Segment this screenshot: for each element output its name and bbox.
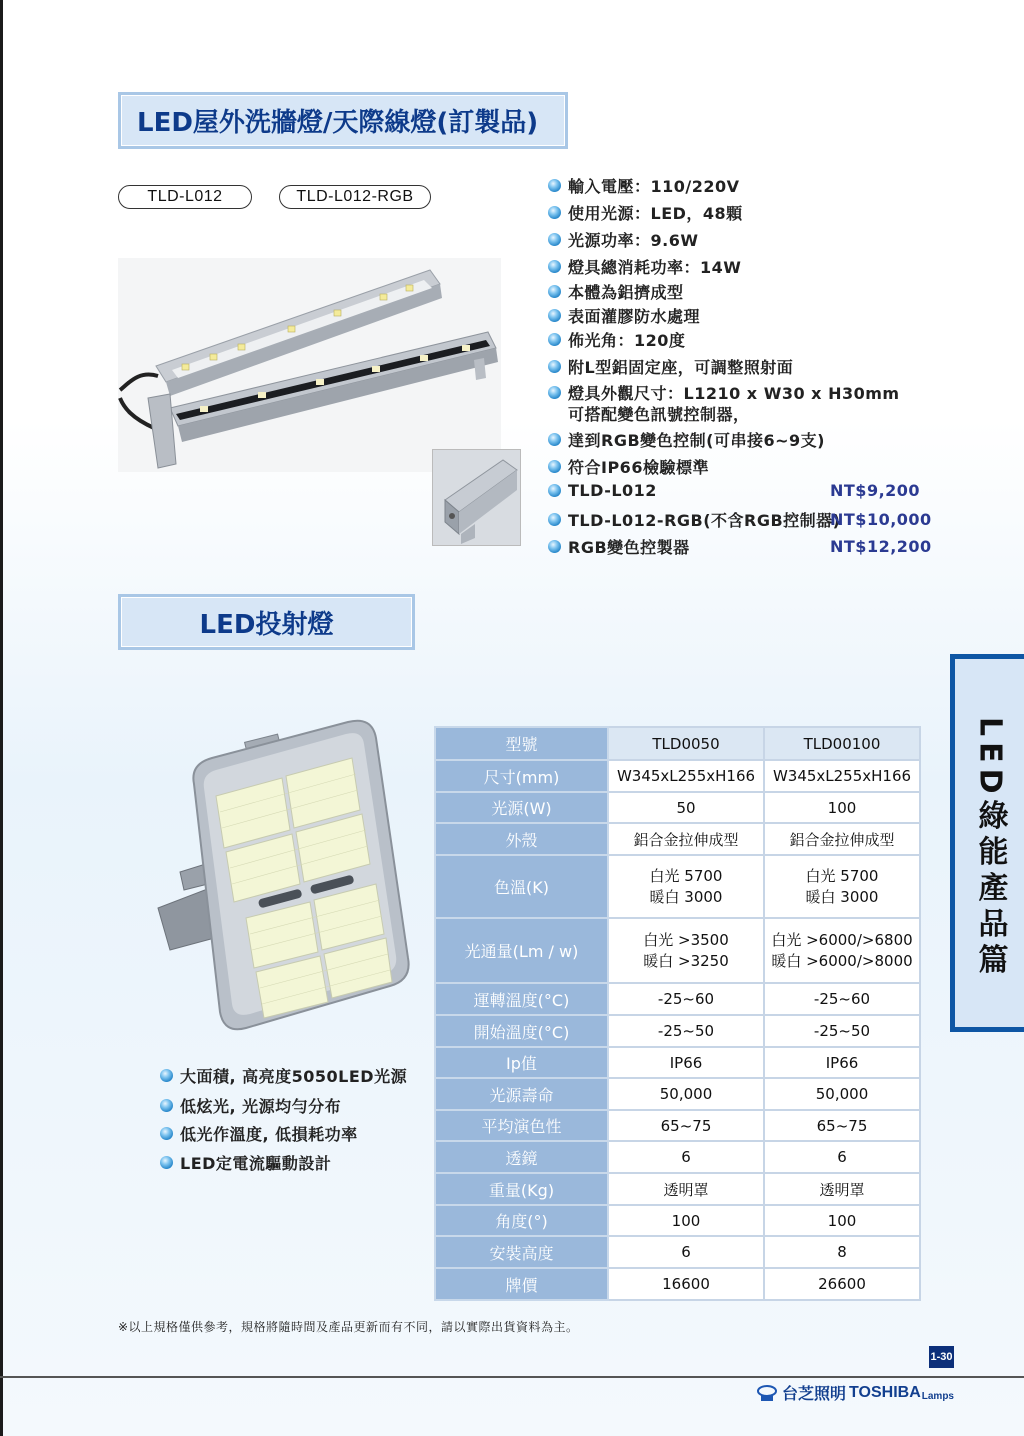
row-value: 26600 (764, 1268, 920, 1300)
feature-text: 表面灌膠防水處理 (568, 307, 701, 326)
feature-text: 佈光角：120度 (568, 331, 686, 350)
row-label: 光源壽命 (435, 1078, 608, 1110)
row-value: -25~60 (608, 983, 764, 1015)
row-label: 尺寸(mm) (435, 760, 608, 792)
feature-item (548, 328, 685, 351)
row-value: -25~50 (608, 1015, 764, 1047)
model-label-tld-l012: TLD-L012 (118, 185, 252, 209)
row-value: 100 (764, 792, 920, 823)
price-item-name: RGB變色控製器 (568, 538, 690, 557)
price-item-name: TLD-L012-RGB(不含RGB控制器) (568, 511, 841, 530)
feature-text: 輸入電壓：110/220V (568, 177, 740, 196)
row-value: 6 (608, 1236, 764, 1268)
table-row (435, 792, 920, 823)
row-label: 光源(W) (435, 792, 608, 823)
page-number: 1-30 (929, 1346, 954, 1368)
table-row (435, 983, 920, 1015)
feature-item (548, 280, 684, 303)
row-value: 65~75 (764, 1110, 920, 1141)
price-value: NT$12,200 (830, 537, 932, 556)
chapter-side-tab-label: LED綠能產品篇 (972, 717, 1008, 980)
row-label: 角度(°) (435, 1205, 608, 1236)
feature-item (548, 355, 793, 378)
price-value: NT$10,000 (830, 510, 932, 529)
table-row (435, 1015, 920, 1047)
feature-text: 低炫光, 光源均勻分布 (180, 1097, 342, 1116)
disclaimer-footnote: ※以上規格僅供參考，規格將隨時間及產品更新而有不同，請以實際出貨資料為主。 (118, 1320, 579, 1334)
flood-feature-item (160, 1094, 341, 1117)
row-value: W345xL255xH166 (608, 760, 764, 792)
table-row (435, 918, 920, 983)
table-row (435, 1205, 920, 1236)
bullet-dot-icon (160, 1069, 173, 1082)
row-label: 透鏡 (435, 1141, 608, 1173)
feature-text: 燈具外觀尺寸：L1210 x W30 x H30mm (568, 384, 900, 403)
row-value: 65~75 (608, 1110, 764, 1141)
table-row (435, 823, 920, 855)
row-value: 50,000 (608, 1078, 764, 1110)
row-label: 運轉溫度(°C) (435, 983, 608, 1015)
row-value (608, 855, 764, 918)
table-row (435, 1110, 920, 1141)
row-value: 透明罩 (608, 1173, 764, 1205)
feature-item (548, 228, 699, 251)
table-header-row (435, 727, 920, 760)
price-item-name: TLD-L012 (568, 481, 657, 500)
bullet-dot-icon (548, 433, 561, 446)
section-title-wall-washer (118, 92, 568, 149)
feature-text: 燈具總消耗功率：14W (568, 258, 742, 277)
bullet-dot-icon (548, 206, 561, 219)
table-row (435, 1141, 920, 1173)
flood-feature-item (160, 1064, 407, 1087)
feature-item (548, 455, 709, 478)
brand-name-en: TOSHIBA (849, 1383, 921, 1401)
feature-text: 達到RGB變色控制(可串接6~9支) (568, 431, 825, 450)
footer-divider (0, 1376, 1024, 1378)
row-label: 開始溫度(°C) (435, 1015, 608, 1047)
row-value-line: 白光 >6000/>6800 (771, 930, 913, 949)
feature-item (548, 255, 741, 278)
bullet-dot-icon (160, 1099, 173, 1112)
bullet-dot-icon (160, 1127, 173, 1140)
wall-washer-product-photo (118, 258, 501, 472)
section-title-text: LED投射燈 (199, 609, 334, 640)
spec-table (434, 726, 921, 1301)
bullet-dot-icon (548, 540, 561, 553)
row-value: 透明罩 (764, 1173, 920, 1205)
feature-continuation: 可搭配變色訊號控制器， (568, 405, 750, 424)
feature-text: 本體為鋁擠成型 (568, 283, 684, 302)
bullet-dot-icon (548, 260, 561, 273)
brand-name-zh: 台芝照明 (782, 1384, 847, 1403)
row-value-line: 白光 5700 (805, 866, 879, 885)
row-value-line: 暖白 >6000/>8000 (771, 951, 913, 970)
bullet-dot-icon (548, 333, 561, 346)
bullet-dot-icon (548, 285, 561, 298)
table-row (435, 1078, 920, 1110)
row-value: 50,000 (764, 1078, 920, 1110)
row-value: IP66 (764, 1047, 920, 1078)
price-item (548, 481, 921, 500)
table-row (435, 1236, 920, 1268)
row-value: 6 (764, 1141, 920, 1173)
row-value: -25~50 (764, 1015, 920, 1047)
row-label: 重量(Kg) (435, 1173, 608, 1205)
flood-light-product-photo (150, 712, 420, 1042)
row-label: 外殼 (435, 823, 608, 855)
table-row (435, 760, 920, 792)
row-value: 50 (608, 792, 764, 823)
bullet-dot-icon (160, 1156, 173, 1169)
bullet-dot-icon (548, 360, 561, 373)
price-item (548, 535, 932, 558)
feature-text: LED定電流驅動設計 (180, 1154, 332, 1173)
feature-item (548, 201, 743, 224)
bullet-dot-icon (548, 309, 561, 322)
row-value: -25~60 (764, 983, 920, 1015)
table-header-cell: TLD00100 (764, 727, 920, 760)
page-left-border (0, 0, 3, 1436)
table-row (435, 1047, 920, 1078)
row-value: 16600 (608, 1268, 764, 1300)
chapter-side-tab (950, 654, 1024, 1032)
brand-lamp-icon (756, 1384, 778, 1402)
feature-text: 大面積, 高亮度5050LED光源 (180, 1067, 408, 1086)
row-value (764, 855, 920, 918)
brand-name-suffix: Lamps (921, 1391, 954, 1402)
price-value: NT$9,200 (830, 481, 921, 500)
aluminum-profile-photo (432, 449, 521, 546)
row-value-line: 暖白 3000 (805, 887, 879, 906)
row-label: 平均演色性 (435, 1110, 608, 1141)
price-item (548, 508, 932, 531)
row-value: 8 (764, 1236, 920, 1268)
row-label: 色溫(K) (435, 855, 608, 918)
row-value: 鋁合金拉伸成型 (608, 823, 764, 855)
row-value: W345xL255xH166 (764, 760, 920, 792)
bullet-dot-icon (548, 460, 561, 473)
row-label: Ip值 (435, 1047, 608, 1078)
feature-text: 附L型鋁固定座，可調整照射面 (568, 358, 794, 377)
feature-item (548, 381, 900, 404)
row-value-line: 暖白 >3250 (643, 951, 729, 970)
row-value-line: 暖白 3000 (649, 887, 723, 906)
feature-text: 符合IP66檢驗標準 (568, 458, 709, 477)
bullet-dot-icon (548, 179, 561, 192)
feature-text: 低光作溫度, 低損耗功率 (180, 1125, 358, 1144)
row-label: 光通量(Lm / w) (435, 918, 608, 983)
row-value-line: 白光 5700 (649, 866, 723, 885)
row-value (608, 918, 764, 983)
table-header-cell: 型號 (435, 727, 608, 760)
row-value (764, 918, 920, 983)
flood-feature-item (160, 1122, 358, 1145)
bullet-dot-icon (548, 233, 561, 246)
table-row (435, 855, 920, 918)
section-title-flood-light (118, 594, 415, 650)
bullet-dot-icon (548, 386, 561, 399)
table-header-cell: TLD0050 (608, 727, 764, 760)
bullet-dot-icon (548, 484, 561, 497)
model-label-tld-l012-rgb: TLD-L012-RGB (279, 185, 431, 209)
row-value: 100 (764, 1205, 920, 1236)
row-label: 安裝高度 (435, 1236, 608, 1268)
table-row (435, 1268, 920, 1300)
row-value: 100 (608, 1205, 764, 1236)
feature-item (548, 174, 740, 197)
flood-feature-item (160, 1151, 331, 1174)
feature-text: 光源功率：9.6W (568, 231, 699, 250)
feature-item (548, 428, 825, 451)
feature-text: 使用光源：LED，48顆 (568, 204, 743, 223)
row-value-line: 白光 >3500 (643, 930, 729, 949)
feature-item (548, 304, 700, 327)
brand-logo (756, 1381, 954, 1404)
bullet-dot-icon (548, 513, 561, 526)
row-value: 6 (608, 1141, 764, 1173)
row-value: IP66 (608, 1047, 764, 1078)
table-row (435, 1173, 920, 1205)
row-value: 鋁合金拉伸成型 (764, 823, 920, 855)
row-label: 牌價 (435, 1268, 608, 1300)
section-title-text: LED屋外洗牆燈/天際線燈(訂製品) (137, 108, 539, 138)
